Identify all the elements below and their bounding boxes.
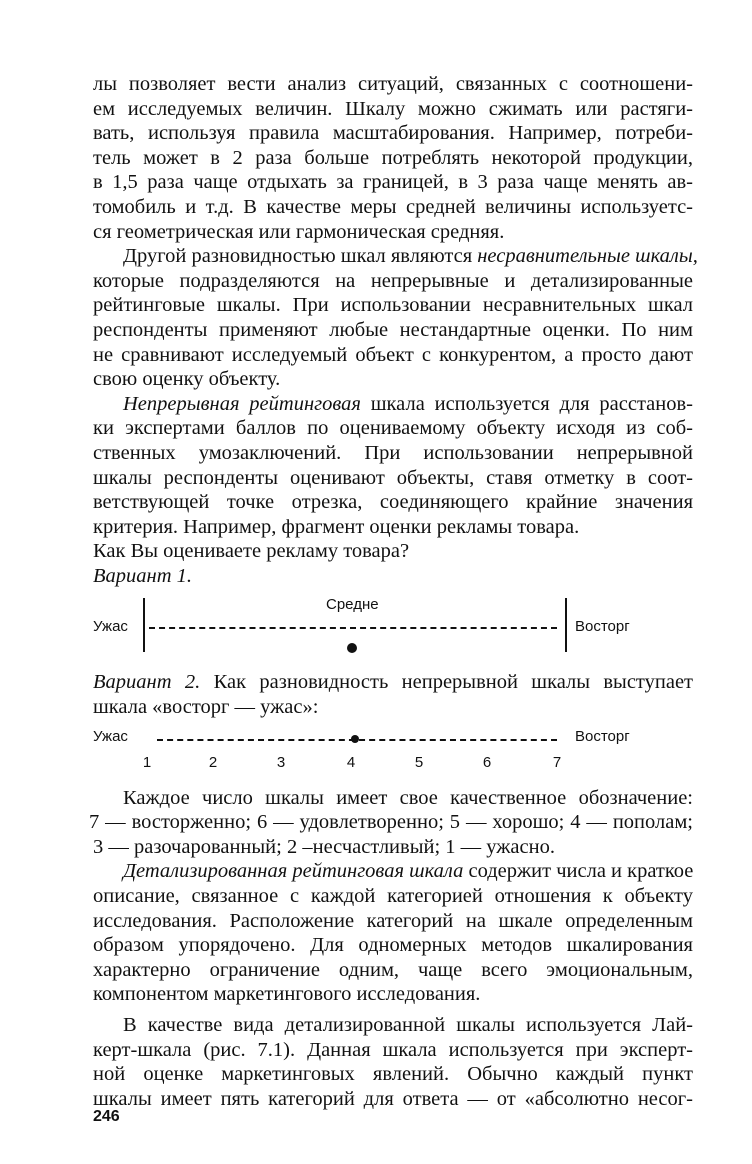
scale1-right-label: Восторг <box>575 618 630 636</box>
scale2-number: 3 <box>276 753 286 771</box>
text-line: характерно ограничение одним, чаще всего эмоциональным, <box>93 958 693 981</box>
text-line: томобиль и т.д. В качестве меры средней величины используетс- <box>93 195 693 218</box>
italic-term: Детализированная рейтинговая шкала <box>123 860 464 883</box>
scale1-line <box>149 627 557 629</box>
scale2-number: 4 <box>346 753 356 771</box>
scale2-marker <box>351 735 359 743</box>
scale1-middle-label: Средне <box>326 596 379 614</box>
text-line: свою оценку объекту. <box>93 368 281 391</box>
paragraph-3 <box>93 392 693 540</box>
scale-variant-1 <box>93 594 693 664</box>
text-line: тель может в 2 раза больше потреблять некоторой продукции, <box>93 146 693 169</box>
scale2-number: 2 <box>208 753 218 771</box>
scale2-right-label: Восторг <box>575 727 630 745</box>
text-line: компонентом маркетингового исследования. <box>93 983 481 1006</box>
text-line: 3 — разочарованный; 2 –несчастливый; 1 — ужасно. <box>93 835 555 858</box>
paragraph-6 <box>93 1013 693 1111</box>
text-line: Каждое число шкалы имеет свое качественное обозначение: <box>123 786 693 809</box>
text-line: не сравнивают исследуемый объект с конкурентом, а просто дают <box>93 343 693 366</box>
text-span: шкала используется для расстанов- <box>360 392 694 415</box>
text-line: в 1,5 раза чаще отдыхать за границей, в 3 раза чаще менять ав- <box>93 171 693 194</box>
text-span: Другой разновидностью шкал являются <box>123 245 478 268</box>
scale-variant-2 <box>93 728 693 778</box>
text-line: лы позволяет вести анализ ситуаций, связанных с соотношени- <box>93 73 693 95</box>
text-line: респонденты применяют любые нестандартные оценки. По ним <box>93 318 693 341</box>
paragraph-5 <box>93 859 693 1007</box>
text-line: которые подразделяются на непрерывные и детализированные <box>93 269 693 292</box>
text-span: Как разновидность непрерывной шкалы выступает <box>200 671 693 694</box>
text-line: ся геометрическая или гармоническая средняя. <box>93 220 505 243</box>
paragraph-4 <box>89 786 693 860</box>
scale2-number: 1 <box>142 753 152 771</box>
text-line: образом упорядочено. Для одномерных методов шкалирования <box>93 934 693 957</box>
text-line: рейтинговые шкалы. При использовании несравнительных шкал <box>93 294 693 317</box>
text-line: критерия. Например, фрагмент оценки рекламы товара. <box>93 515 580 538</box>
text-line <box>93 244 698 269</box>
page-number: 246 <box>93 1108 120 1125</box>
text-line: шкалы имеет пять категорий для ответа — от «абсолютно несог- <box>93 1087 693 1110</box>
text-line: ем исследуемых величин. Шкалу можно сжимать или растяги- <box>93 97 693 120</box>
scale1-left-label: Ужас <box>93 618 128 636</box>
text-line: описание, связанное с каждой категорией отношения к объекту <box>93 885 693 908</box>
variant1-title-line <box>93 564 693 589</box>
text-line: ственных умозаключений. При использовании непрерывной <box>93 441 693 464</box>
text-span: содержит числа и краткое <box>463 860 694 883</box>
scale2-left-label: Ужас <box>93 727 128 745</box>
italic-term: Непрерывная рейтинговая <box>123 392 361 415</box>
text-line: ной оценке маркетинговых явлений. Обычно каждый пункт <box>93 1063 693 1086</box>
text-line: В качестве вида детализированной шкалы используется Лай- <box>123 1014 693 1036</box>
text-line: ки экспертами баллов по оцениваемому объекту исходя из соб- <box>93 417 693 440</box>
scale1-left-bar <box>143 598 145 652</box>
scale2-number: 6 <box>482 753 492 771</box>
paragraph-1 <box>93 72 693 244</box>
scale1-marker <box>347 643 357 653</box>
text-line: исследования. Расположение категорий на шкале определенным <box>93 909 693 932</box>
page-body <box>89 72 698 1111</box>
text-line: керт-шкала (рис. 7.1). Данная шкала используется при эксперт- <box>93 1038 693 1061</box>
scale1-right-bar <box>565 598 567 652</box>
text-line <box>93 670 693 695</box>
question-line <box>93 539 693 564</box>
text-line: шкалы респонденты оценивают объекты, ставя отметку в соот- <box>93 466 693 489</box>
question-text: Как Вы оцениваете рекламу товара? <box>93 540 410 563</box>
text-line: ветствующей точке отрезка, соединяющего крайние значения <box>93 491 693 514</box>
text-line <box>93 859 693 884</box>
text-line: вать, используя правила масштабирования. Например, потреби- <box>93 122 693 145</box>
scale2-number: 5 <box>414 753 424 771</box>
text-line: шкала «восторг — ужас»: <box>93 696 319 719</box>
variant1-title: Вариант 1. <box>93 564 192 587</box>
scale2-number: 7 <box>552 753 562 771</box>
text-line <box>93 392 693 417</box>
text-line: 7 — восторженно; 6 — удовлетворенно; 5 — хорошо; 4 — пополам; <box>89 811 693 834</box>
paragraph-2 <box>93 244 698 392</box>
variant2-title: Вариант 2. <box>93 671 201 694</box>
italic-term: несравнительные шкалы, <box>477 245 698 268</box>
